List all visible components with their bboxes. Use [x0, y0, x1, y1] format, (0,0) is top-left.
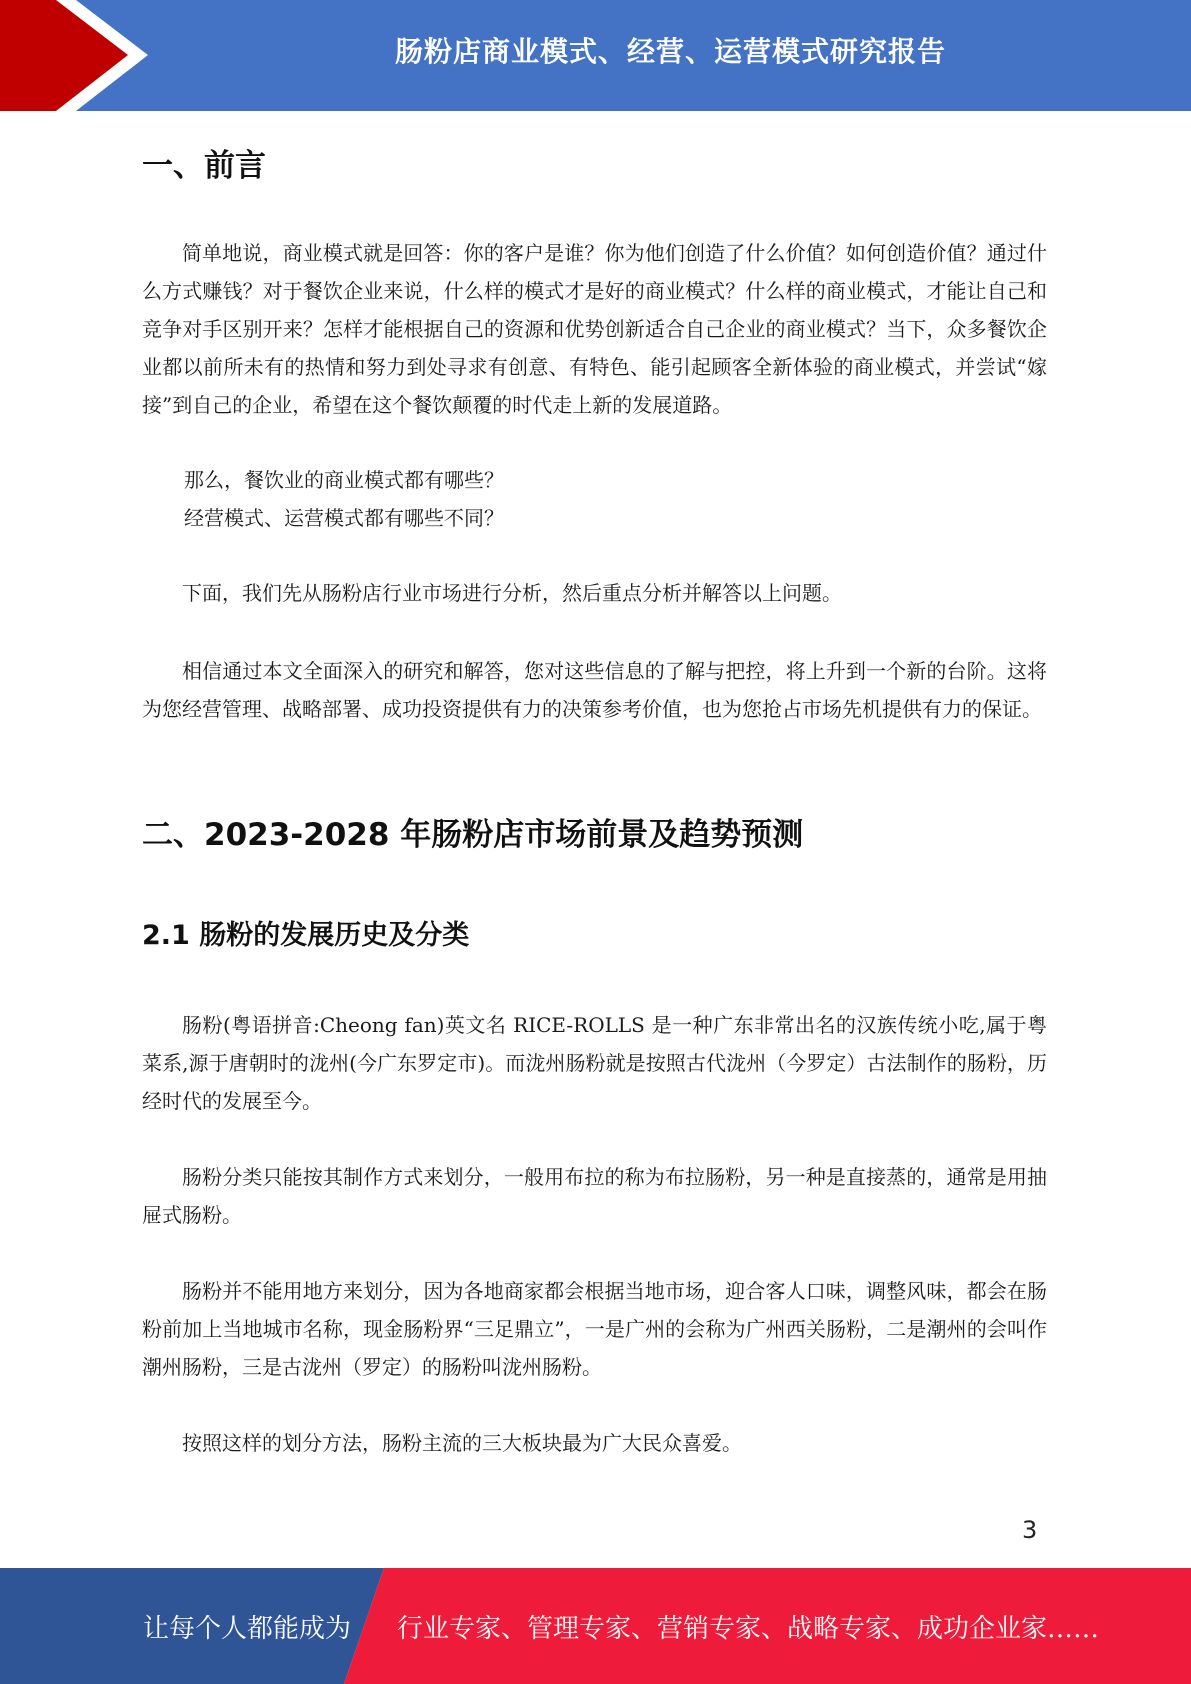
history-paragraph-2: 肠粉分类只能按其制作方式来划分，一般用布拉的称为布拉肠粉，另一种是直接蒸的，通常是用抽屉式肠粉。 [142, 1165, 1047, 1227]
subsection-heading-history: 2.1 肠粉的发展历史及分类 [142, 920, 470, 951]
document-title: 肠粉店商业模式、经营、运营模式研究报告 [394, 35, 946, 68]
history-paragraph-1: 肠粉(粤语拼音:Cheong fan)英文名 RICE-ROLLS 是一种广东非常出名的汉族传统小吃,属于粤菜系,源于唐朝时的泷州(今广东罗定市)。而泷州肠粉就是按照古代泷州（今罗定）古法制作的肠粉，历经时代的发展至今。 [142, 1013, 1047, 1113]
page-header [0, 0, 1191, 111]
preface-question-2: 经营模式、运营模式都有哪些不同？ [184, 506, 504, 530]
preface-paragraph-2: 下面，我们先从肠粉店行业市场进行分析，然后重点分析并解答以上问题。 [182, 581, 842, 605]
page-footer [0, 1568, 1191, 1684]
history-paragraph-4: 按照这样的划分方法，肠粉主流的三大板块最为广大民众喜爱。 [182, 1431, 742, 1455]
section-heading-preface: 一、前言 [142, 148, 266, 184]
page-number: 3 [1022, 1516, 1038, 1544]
preface-paragraph-1: 简单地说，商业模式就是回答：你的客户是谁？你为他们创造了什么价值？如何创造价值？通过什么方式赚钱？对于餐饮企业来说，什么样的模式才是好的商业模式？什么样的商业模式，才能让自己和竞争对手区别开来？怎样才能根据自己的资源和优势创新适合自己企业的商业模式？当下，众多餐饮企业都以前所未有的热情和努力到处寻求有创意、有特色、能引起顾客全新体验的商业模式，并尝试“嫁接”到自己的企业，希望在这个餐饮颠覆的时代走上新的发展道路。 [142, 241, 1047, 417]
preface-paragraph-3: 相信通过本文全面深入的研究和解答，您对这些信息的了解与把控，将上升到一个新的台阶。这将为您经营管理、战略部署、成功投资提供有力的决策参考价值，也为您抢占市场先机提供有力的保证。 [142, 659, 1047, 721]
preface-question-1: 那么，餐饮业的商业模式都有哪些？ [184, 468, 504, 492]
section-heading-market-outlook: 二、2023-2028 年肠粉店市场前景及趋势预测 [142, 817, 804, 853]
footer-slogan-right: 行业专家、管理专家、营销专家、战略专家、成功企业家…… [397, 1613, 1100, 1644]
footer-slogan-left: 让每个人都能成为 [143, 1613, 352, 1644]
history-paragraph-3: 肠粉并不能用地方来划分，因为各地商家都会根据当地市场，迎合客人口味，调整风味，都会在肠粉前加上当地城市名称，现金肠粉界“三足鼎立”，一是广州的会称为广州西关肠粉，二是潮州的会叫作潮州肠粉，三是古泷州（罗定）的肠粉叫泷州肠粉。 [142, 1279, 1047, 1379]
